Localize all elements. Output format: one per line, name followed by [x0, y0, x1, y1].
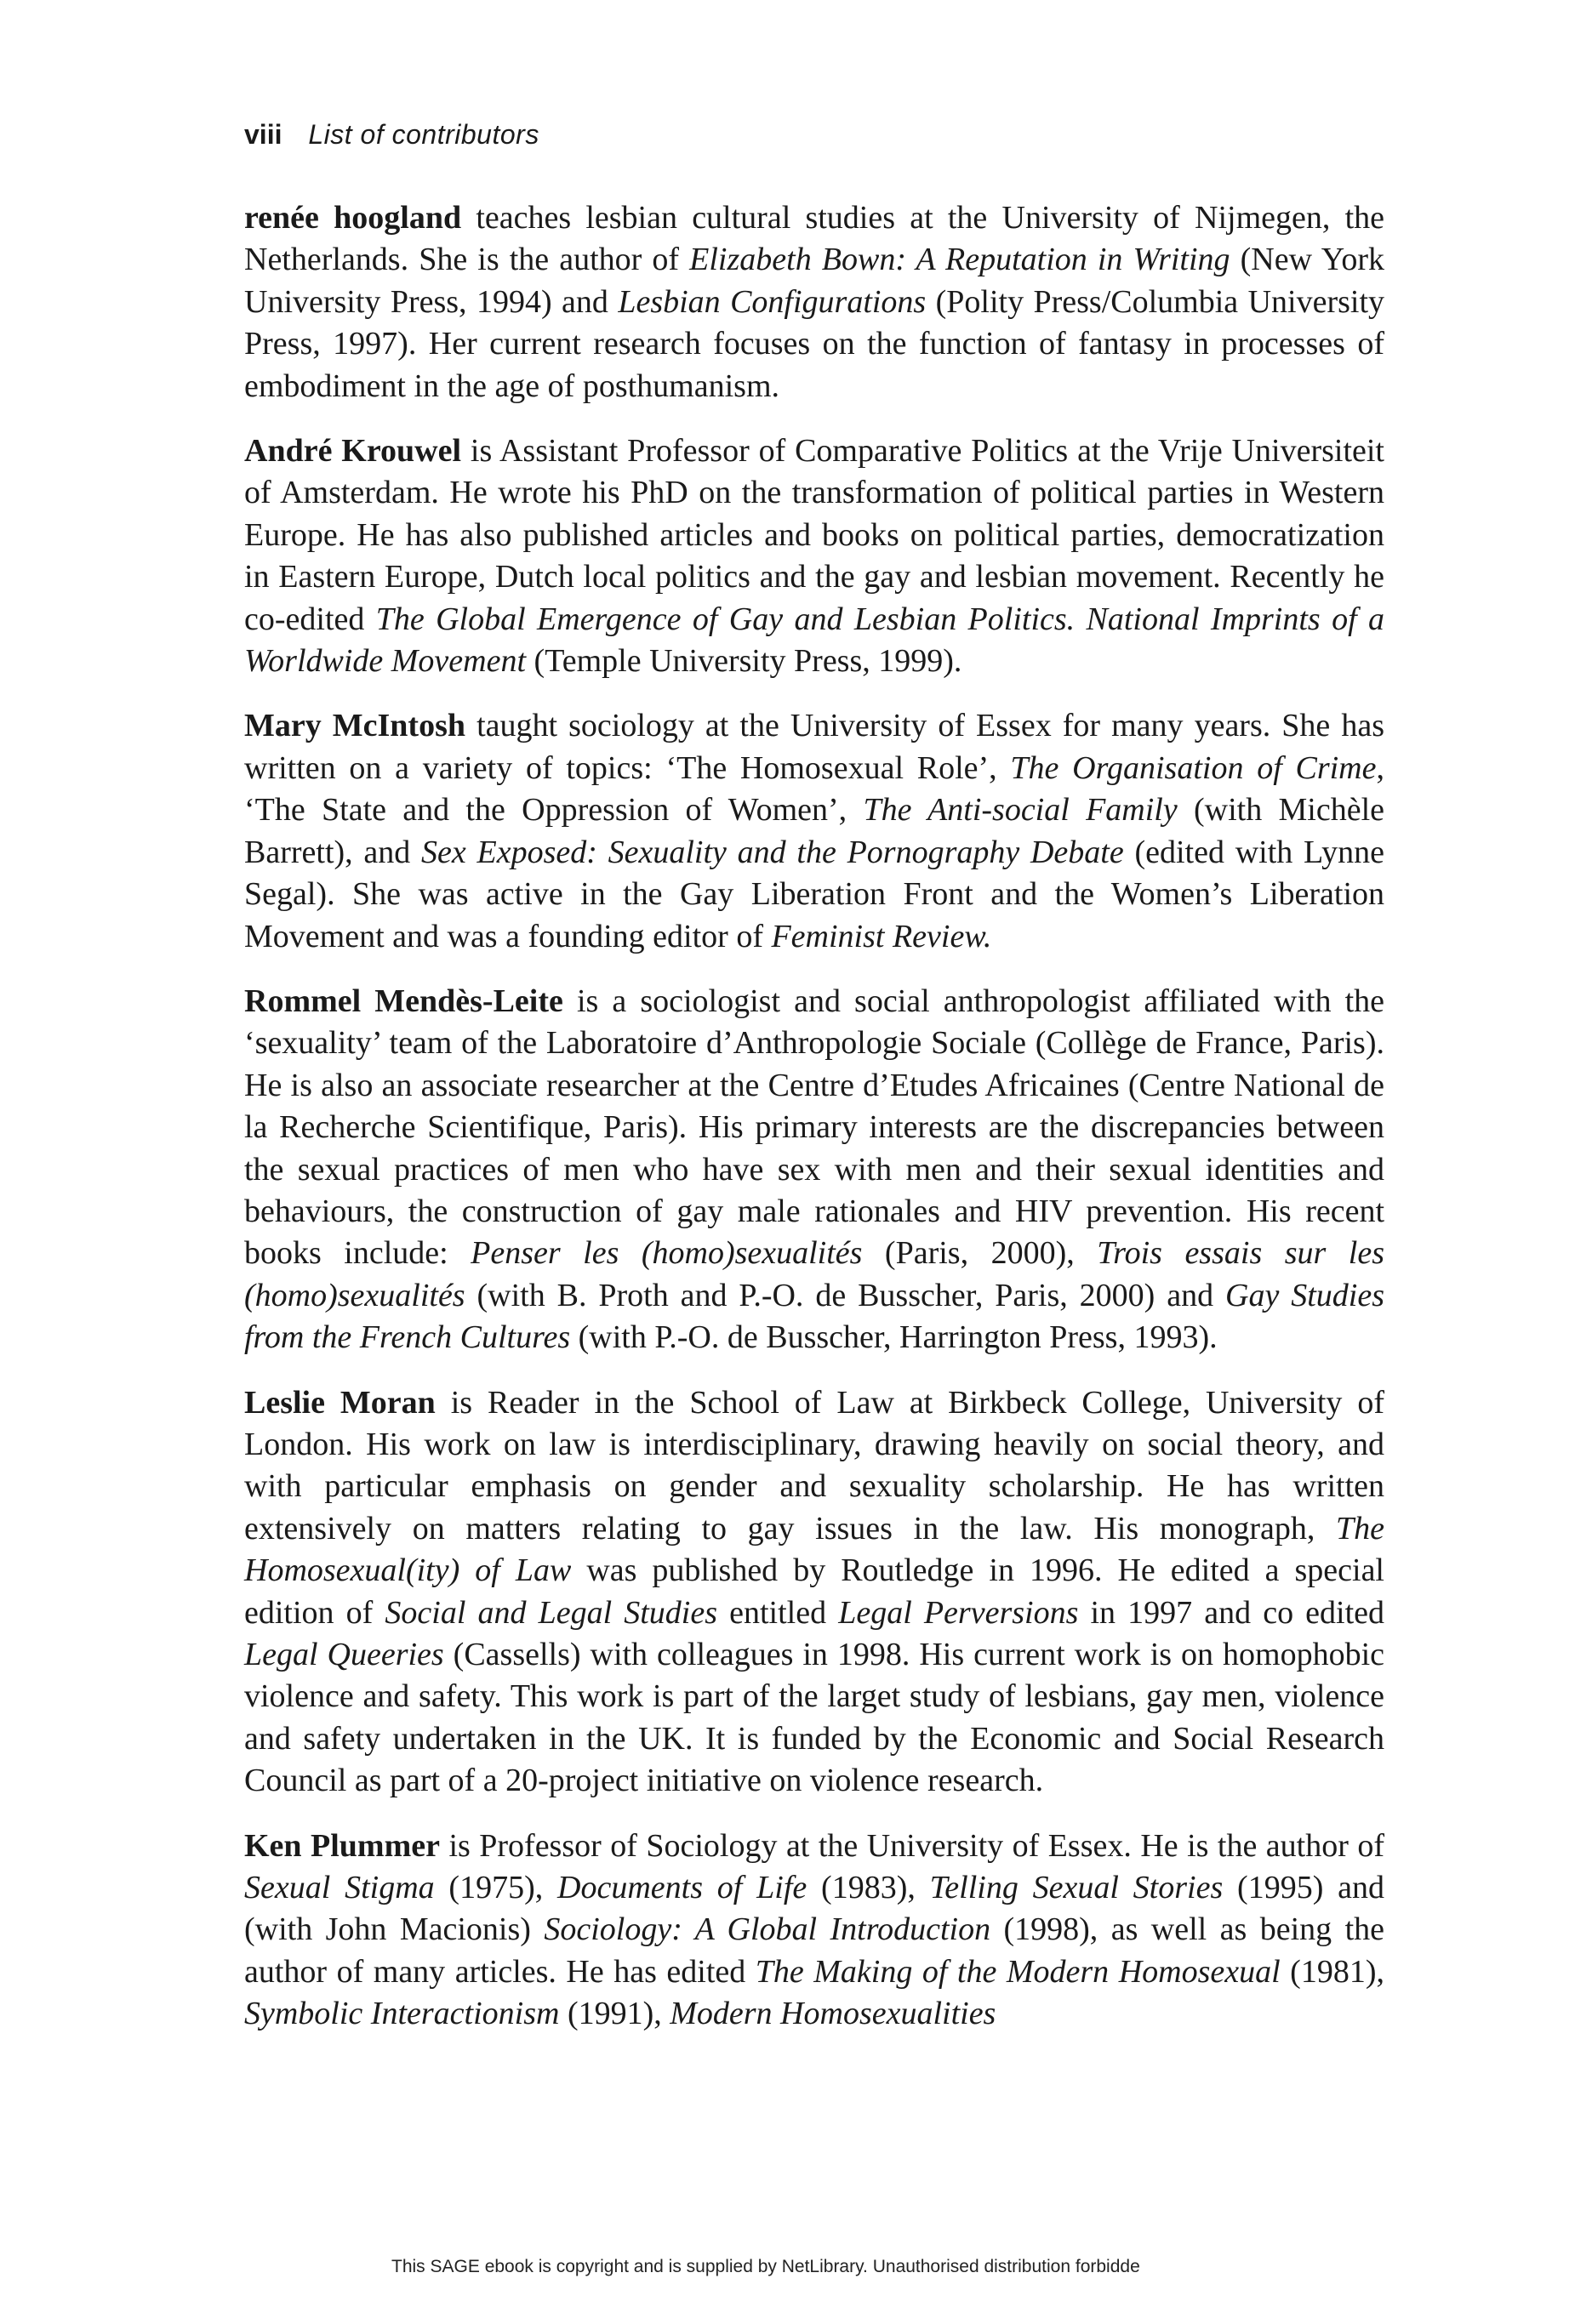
- page-number: viii: [244, 119, 282, 150]
- bio-text: (1998), as well as being the author of many articles. He has edited: [244, 1911, 1384, 1990]
- bio-text: (with P.-O. de Busscher, Harrington Press, 1993).: [570, 1319, 1218, 1356]
- bio-text: , ‘The State and the Oppression of Women’,: [244, 749, 1384, 829]
- bio-text: (Cassells) with colleagues in 1998. His current work is on homophobic violence and safety. This work is part of the larget study of lesbians, gay men, violence and safety undertaken in the UK. It is funded by the Economic and Social Research Council as part of a 20-project initiative on violence research.: [244, 1637, 1384, 1799]
- bio-text: (Paris, 2000),: [862, 1235, 1098, 1272]
- contributor-entry: [244, 1382, 1384, 1803]
- work-title: Symbolic Interactionism: [244, 1996, 560, 2032]
- bio-text: in 1997 and co edited: [1078, 1594, 1385, 1631]
- contributor-name: Leslie Moran: [244, 1384, 436, 1421]
- contributor-name: Rommel Mendès-Leite: [244, 983, 563, 1019]
- contributor-entry: [244, 705, 1384, 957]
- bio-text: (1981),: [1280, 1953, 1384, 1990]
- bio-text: (1995) and (with John Macionis): [244, 1870, 1384, 1948]
- bio-text: (1983),: [807, 1870, 930, 1906]
- contributor-name: André Krouwel: [244, 433, 462, 470]
- work-title: Trois essais sur les (homo)sexualités: [244, 1235, 1384, 1313]
- bio-text: teaches lesbian cultural studies at the University of Nijmegen, the Netherlands. She is the author of: [244, 200, 1385, 278]
- work-title: The Making of the Modern Homosexual: [755, 1953, 1281, 1990]
- bio-text: (with Michèle Barrett), and: [244, 792, 1384, 870]
- copyright-footer: This SAGE ebook is copyright and is supplied by NetLibrary. Unauthorised distribution forbidde: [391, 2257, 1140, 2276]
- contributor-name: Mary McIntosh: [244, 708, 466, 744]
- bio-text: is a sociologist and social anthropologist affiliated with the ‘sexuality’ team of the Laboratoire d’Anthropologie Sociale (Collège de France, Paris). He is also an associate researcher at the Centre d’Etudes Africaines (Centre National de la Recherche Scientifique, Paris). His primary interests are the discrepancies between the sexual practices of men who have sex with men and their sexual identities and behaviours, the construction of gay male rationales and HIV prevention. His recent books include:: [244, 983, 1384, 1272]
- bio-text: is Professor of Sociology at the University of Essex. He is the author of: [448, 1827, 1384, 1864]
- contributor-entry: [244, 981, 1384, 1359]
- bio-text: was published by Routledge in 1996. He edited a special edition of: [244, 1552, 1384, 1631]
- bio-text: (1991),: [559, 1996, 670, 2032]
- work-title: Legal Perversions: [838, 1594, 1079, 1631]
- bio-text: (1975),: [434, 1870, 558, 1906]
- work-title: Elizabeth Bown: A Reputation in Writing: [689, 242, 1230, 278]
- work-title: The Organisation of Crime: [1010, 749, 1377, 786]
- work-title: Gay Studies from the French Cultures: [244, 1277, 1384, 1356]
- work-title: Sexual Stigma: [244, 1870, 435, 1906]
- bio-text: taught sociology at the University of Essex for many years. She has written on a variety of topics: ‘The Homosexual Role’,: [244, 708, 1384, 786]
- bio-text: (with B. Proth and P.-O. de Busscher, Paris, 2000) and: [465, 1277, 1226, 1313]
- bio-text: entitled: [717, 1594, 839, 1631]
- bio-text: (Polity Press/Columbia University Press, 1997). Her current research focuses on the function of fantasy in processes of embodiment in the age of posthumanism.: [244, 283, 1384, 404]
- page-header: [244, 117, 539, 151]
- bio-text: is Reader in the School of Law at Birkbeck College, University of London. His work on law is interdisciplinary, drawing heavily on social theory, and with particular emphasis on gender and sexuality scholarship. He has written extensively on matters relating to gay issues in the law. His monograph,: [244, 1384, 1384, 1546]
- contributor-name: renée hoogland: [244, 200, 462, 236]
- work-title: The Homosexual(ity) of Law: [244, 1510, 1384, 1589]
- contributor-name: Ken Plummer: [244, 1827, 440, 1864]
- running-title: List of contributors: [308, 119, 539, 150]
- work-title: Social and Legal Studies: [385, 1594, 718, 1631]
- contributor-entry: [244, 1826, 1384, 2036]
- contributor-entry: [244, 430, 1384, 682]
- work-title: The Anti-social Family: [863, 792, 1178, 829]
- work-title: The Global Emergence of Gay and Lesbian Politics. National Imprints of a Worldwide Movement: [244, 601, 1384, 680]
- work-title: Telling Sexual Stories: [929, 1870, 1224, 1906]
- contributor-list: [244, 197, 1384, 2059]
- bio-text: (Temple University Press, 1999).: [526, 643, 962, 680]
- work-title: Sex Exposed: Sexuality and the Pornography Debate: [421, 834, 1124, 870]
- work-title: Lesbian Configurations: [618, 283, 927, 320]
- work-title: Feminist Review.: [771, 918, 992, 954]
- work-title: Documents of Life: [557, 1870, 807, 1906]
- work-title: Modern Homosexualities: [670, 1996, 996, 2032]
- work-title: Legal Queeries: [244, 1637, 444, 1672]
- contributor-entry: [244, 197, 1384, 407]
- bio-text: (New York University Press, 1994) and: [244, 242, 1384, 320]
- bio-text: (edited with Lynne Segal). She was active in the Gay Liberation Front and the Women’s Liberation Movement and was a founding editor of: [244, 834, 1385, 954]
- bio-text: is Assistant Professor of Comparative Politics at the Vrije Universiteit of Amsterdam. He wrote his PhD on the transformation of political parties in Western Europe. He has also published articles and books on political parties, democratization in Eastern Europe, Dutch local politics and the gay and lesbian movement. Recently he co-edited: [244, 433, 1384, 637]
- work-title: Penser les (homo)sexualités: [471, 1235, 863, 1272]
- work-title: Sociology: A Global Introduction: [544, 1911, 991, 1948]
